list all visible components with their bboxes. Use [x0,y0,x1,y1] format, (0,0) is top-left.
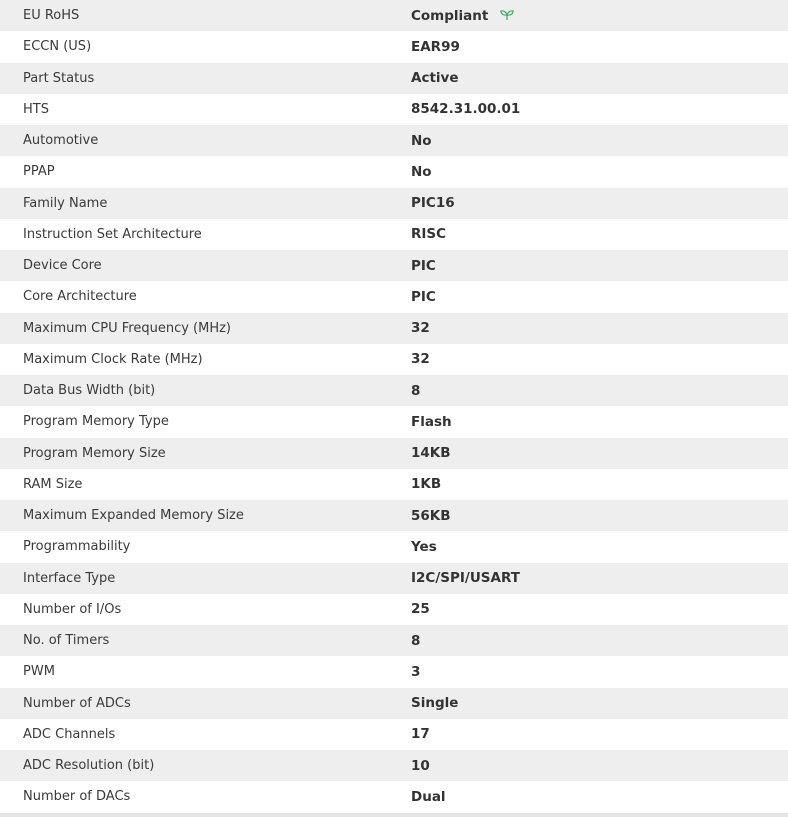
spec-row-instruction-set [0,219,788,250]
spec-label: ECCN (US) [23,39,92,55]
spec-value: 32 [411,320,430,337]
spec-row-number-of-ios [0,594,788,625]
spec-row-interface-type [0,563,788,594]
spec-row-program-memory-size [0,438,788,469]
spec-label: Number of I/Os [23,601,122,617]
spec-row-programmability [0,531,788,562]
spec-value: Flash [411,413,452,430]
spec-label: ADC Channels [23,726,116,742]
spec-row-number-of-dacs [0,781,788,812]
spec-row-adc-channels [0,719,788,750]
spec-label: Number of DACs [23,789,131,805]
spec-value: 10 [411,757,430,774]
spec-value: 1KB [411,476,442,493]
spec-label: Maximum Expanded Memory Size [23,508,244,524]
spec-value: Single [411,695,459,712]
spec-value: 32 [411,351,430,368]
spec-value: PIC [411,288,436,305]
spec-value: No [411,132,432,149]
spec-row-hts [0,94,788,125]
spec-value: 8 [411,382,421,399]
spec-row-device-core [0,250,788,281]
spec-label: No. of Timers [23,633,110,649]
spec-value-cell [398,0,788,31]
next-row-edge [0,813,788,817]
spec-label: Part Status [23,70,95,86]
spec-label: Interface Type [23,570,116,586]
spec-label: Programmability [23,539,131,555]
spec-value: EAR99 [411,38,460,55]
spec-row-number-of-adcs [0,688,788,719]
spec-label: PWM [23,664,55,680]
spec-row-adc-resolution [0,750,788,781]
spec-value: RISC [411,226,447,243]
spec-value: Compliant [411,7,489,24]
spec-value: 17 [411,726,430,743]
spec-value: PIC [411,257,436,274]
spec-label: Core Architecture [23,289,137,305]
spec-label: Automotive [23,133,99,149]
spec-label: Maximum CPU Frequency (MHz) [23,320,231,336]
spec-row-core-architecture [0,281,788,312]
spec-value: Dual [411,788,446,805]
spec-label: RAM Size [23,476,83,492]
spec-label: HTS [23,101,49,117]
spec-value: 3 [411,663,421,680]
spec-value: 14KB [411,445,451,462]
spec-row-ppap [0,156,788,187]
leaf-icon [500,9,514,21]
spec-label: Device Core [23,258,102,274]
spec-value: 8542.31.00.01 [411,101,521,118]
spec-row-pwm [0,656,788,687]
spec-row-program-memory-type [0,406,788,437]
spec-row-eu-rohs [0,0,788,31]
spec-row-max-clock-rate [0,344,788,375]
spec-row-timers [0,625,788,656]
spec-row-max-expanded-memory [0,500,788,531]
spec-label: ADC Resolution (bit) [23,758,155,774]
spec-label: Family Name [23,195,108,211]
spec-row-eccn [0,31,788,62]
spec-value: No [411,163,432,180]
spec-value: 56KB [411,507,451,524]
spec-value: PIC16 [411,195,455,212]
spec-label: Data Bus Width (bit) [23,383,156,399]
spec-label: Number of ADCs [23,695,131,711]
spec-value: Yes [411,538,437,555]
spec-value: 8 [411,632,421,649]
spec-value: 25 [411,601,430,618]
spec-label: EU RoHS [23,8,80,24]
spec-label: PPAP [23,164,55,180]
spec-row-family-name [0,188,788,219]
spec-value: I2C/SPI/USART [411,570,520,587]
spec-label: Program Memory Type [23,414,169,430]
spec-row-ram-size [0,469,788,500]
spec-row-data-bus-width [0,375,788,406]
spec-row-max-cpu-frequency [0,313,788,344]
spec-label: Program Memory Size [23,445,166,461]
spec-label: Maximum Clock Rate (MHz) [23,351,203,367]
spec-label: Instruction Set Architecture [23,226,202,242]
spec-row-automotive [0,125,788,156]
spec-row-part-status [0,63,788,94]
spec-value: Active [411,70,459,87]
